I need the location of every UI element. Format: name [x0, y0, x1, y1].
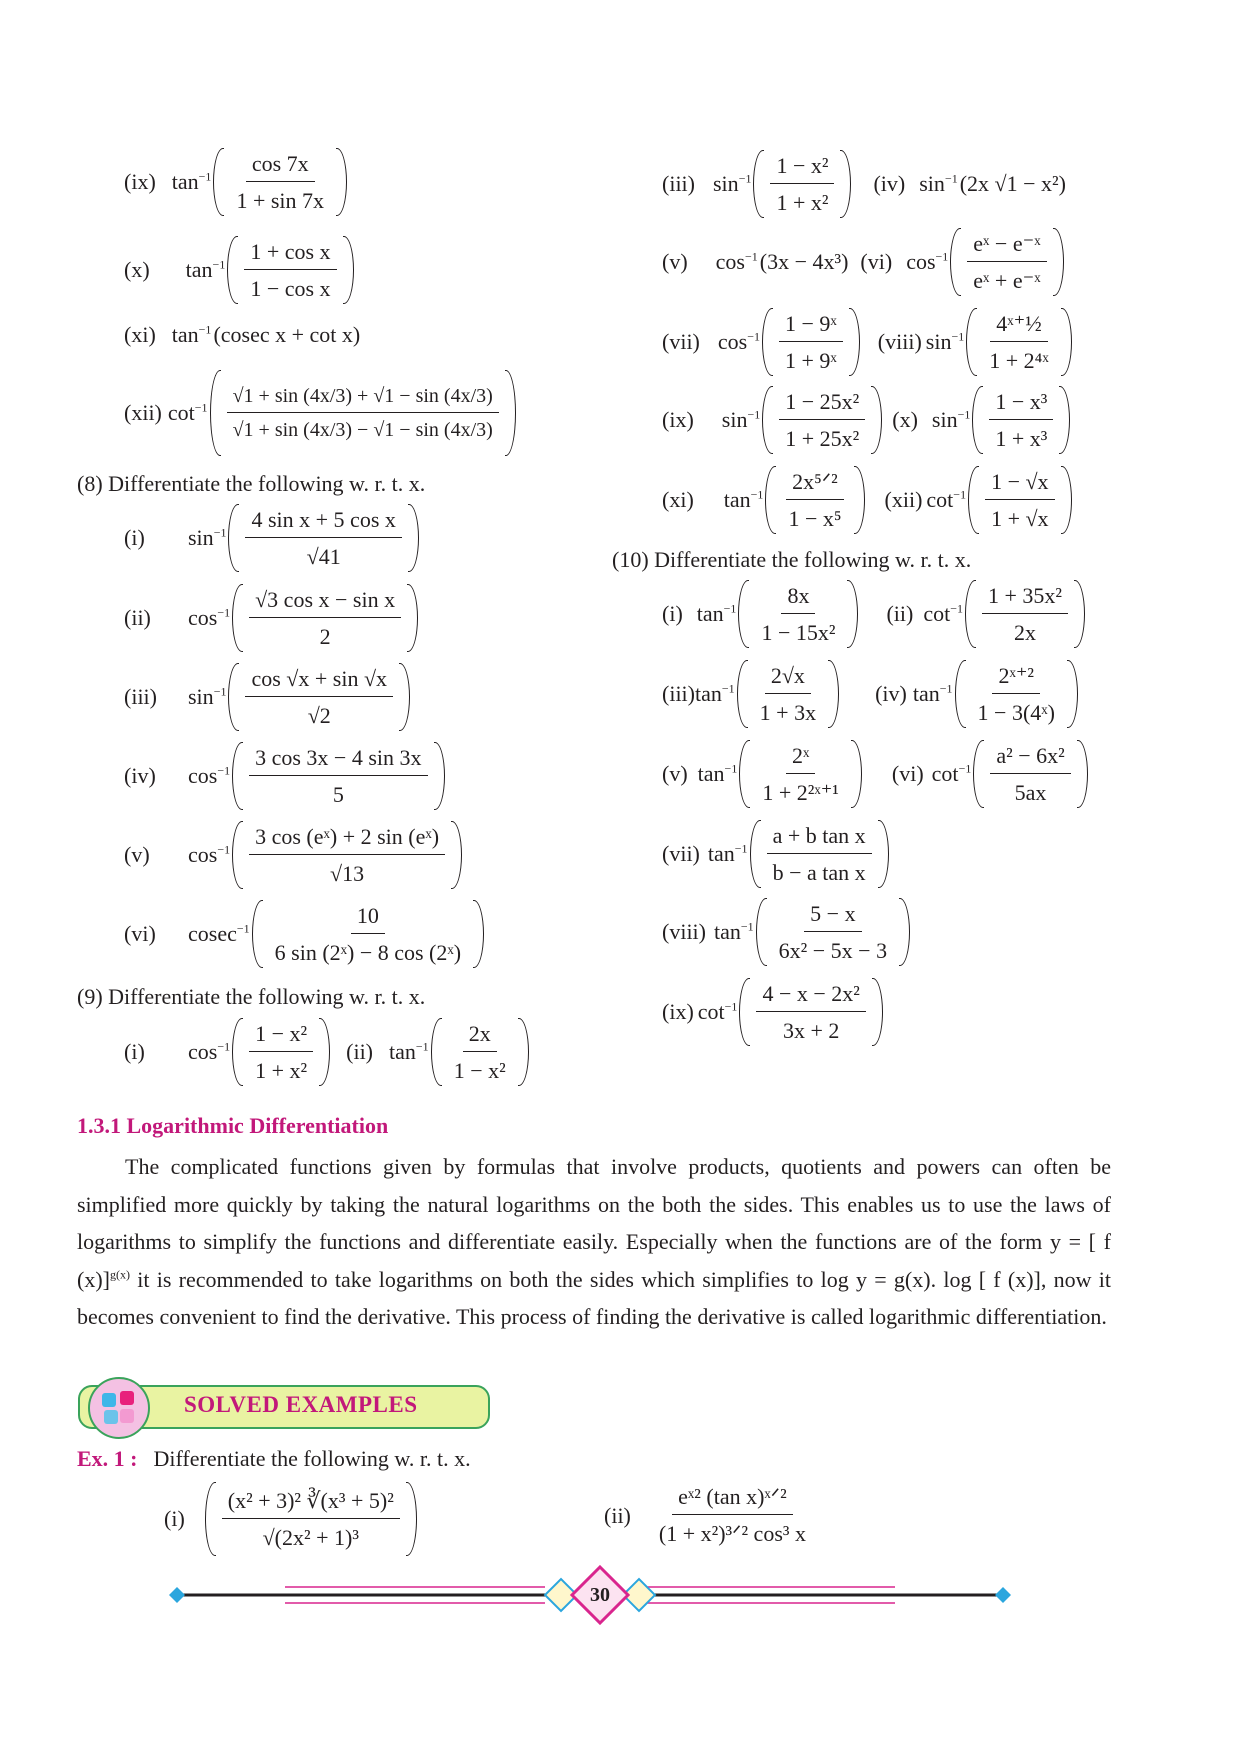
- function-name: $\cot^{-1}$: [923, 601, 964, 626]
- q8-item-v: (v) $\cos^{-1}$ $\frac{\text{3 cos (eˣ) + 2 sin (eˣ)}}{√13}$: [124, 821, 462, 889]
- q10-item-vii: (vii) $\tan^{-1}$ $\frac{\text{a + b tan x}}{\text{b − a tan x}}$: [662, 820, 889, 888]
- function-name: $\sin^{-1}$: [188, 525, 227, 550]
- function-name: $\tan^{-1}$: [695, 681, 735, 706]
- q8-item-iii: (iii) $\sin^{-1}$ $\frac{\cos √x + \sin √x}{√2}$: [124, 663, 410, 731]
- function-name: $\sin^{-1}$: [188, 684, 227, 709]
- page-number: 30: [590, 1584, 610, 1606]
- function-name: $\cos^{-1}$: [188, 605, 231, 630]
- left-q7-xii: [124, 370, 516, 456]
- q10-item-i-ii: (i) $\tan^{-1}$ $\frac{8x}{\text{1 − 15x²}}$ (ii) $\cot^{-1}$ $\frac{\text{1 + 35x²}}{2x}$: [662, 580, 1085, 648]
- item-label: (v): [124, 842, 150, 867]
- function-name: $\cot^{-1}$: [931, 761, 972, 786]
- expression: (3x − 4x³): [759, 249, 849, 274]
- item-label: (i): [124, 1039, 145, 1064]
- function-name: $\tan^{-1}$: [912, 681, 953, 706]
- function-name: $\cot^{-1}$: [697, 999, 738, 1024]
- left-q7-x: [124, 236, 354, 304]
- item-label: (iii): [662, 681, 695, 706]
- function-name: $\cos^{-1}$: [715, 249, 758, 274]
- function-name: $\cot^{-1}$: [926, 487, 967, 512]
- item-label: (xii): [124, 400, 162, 425]
- function-name: $\cos^{-1}$: [188, 1039, 231, 1064]
- function-name: $\sin^{-1}$: [721, 407, 761, 432]
- q9-item-v-vi: (v) $\cos^{-1}$ (3x − 4x³) (vi) $\cos^{-1}$ $\frac{\text{eˣ − e⁻ˣ}}{\text{eˣ + e⁻ˣ}}$: [662, 228, 1064, 296]
- question-8-title: (8) Differentiate the following w. r. t. x.: [77, 471, 426, 496]
- function-name: $\sin^{-1}$: [713, 171, 752, 196]
- function-name: cosec$^{-1}$: [188, 921, 250, 946]
- example-1-part-i: (i) $\frac{\text{(x² + 3)² ∛(x³ + 5)²}}{\text{√(2x² + 1)³}}$: [164, 1482, 417, 1556]
- function-name: $\tan^{-1}$: [171, 169, 212, 194]
- item-label: (viii): [877, 329, 922, 354]
- item-label: (ii): [604, 1502, 631, 1528]
- function-name: $\tan^{-1}$: [171, 322, 212, 347]
- q9-item-xi-xii: (xi) $\tan^{-1}$ $\frac{\text{2x⁵ᐟ²}}{\text{1 − x⁵}}$ (xii) $\cot^{-1}$ $\frac{1 - √x}{1 + √x}$: [662, 466, 1072, 534]
- item-label: (ii): [124, 605, 151, 630]
- q10-item-v-vi: (v) $\tan^{-1}$ $\frac{\text{2ˣ}}{\text{1 + 2²ˣ⁺¹}}$ (vi) $\cot^{-1}$ $\frac{\text{a² − 6x²}}{5ax}$: [662, 740, 1088, 808]
- item-label: (iii): [662, 171, 695, 196]
- example-text: Differentiate the following w. r. t. x.: [153, 1446, 471, 1471]
- function-name: $\sin^{-1}$: [925, 329, 965, 354]
- item-label: (ii): [346, 1039, 374, 1064]
- item-label: (xi): [124, 322, 156, 347]
- q10-item-ix: (ix) $\cot^{-1}$ $\frac{\text{4 − x − 2x²}}{3x + 2}$: [662, 978, 883, 1046]
- example-label: Ex. 1 :: [77, 1446, 138, 1471]
- item-label: (viii): [662, 919, 706, 944]
- item-label: (ix): [662, 999, 694, 1024]
- sqrt-fraction: $\frac{\text{1 + cos x}}{\text{1 − cos x}}$: [244, 239, 336, 302]
- example-1-part-ii: (ii) $\frac{\text{eˣ² (tan x)ˣᐟ²}}{\text{(1 + x²)³ᐟ² cos³ x}}$: [604, 1484, 806, 1546]
- question-10-title: (10) Differentiate the following w. r. t. x.: [612, 547, 972, 572]
- function-name: $\tan^{-1}$: [185, 257, 226, 282]
- item-label: (iii): [124, 684, 157, 709]
- q9-item-ix-x: (ix) $\sin^{-1}$ $\frac{\text{1 − 25x²}}{\text{1 + 25x²}}$ (x) $\sin^{-1}$ $\frac{\text{1 − x³}}{\text{1 + x³}}$: [662, 386, 1070, 454]
- q9-item-vii-viii: (vii) $\cos^{-1}$ $\frac{\text{1 − 9ˣ}}{\text{1 + 9ˣ}}$ (viii) $\sin^{-1}$ $\frac{\text{4ˣ⁺½}}{\text{1 + 2⁴ˣ}}$: [662, 308, 1072, 376]
- item-label: (v): [662, 761, 688, 786]
- q9-item-iii-iv: (iii) $\sin^{-1}$ $\frac{\text{1 − x²}}{\text{1 + x²}}$ (iv) $\sin^{-1}$ (2x √1 − x²): [662, 150, 1066, 218]
- function-name: $\tan^{-1}$: [714, 919, 754, 944]
- q10-item-viii: (viii) $\tan^{-1}$ $\frac{5 - x}{\text{6x² − 5x − 3}}$: [662, 898, 910, 966]
- item-label: (v): [662, 249, 688, 274]
- item-label: (x): [124, 257, 150, 282]
- page-footer: [165, 1560, 1015, 1630]
- item-label: (i): [124, 525, 145, 550]
- item-label: (ii): [886, 601, 914, 626]
- q8-item-vi: (vi) cosec$^{-1}$ $\frac{10}{\text{6 sin (2ˣ) − 8 cos (2ˣ)}}$: [124, 900, 484, 968]
- item-label: (ix): [124, 169, 156, 194]
- item-label: (xi): [662, 487, 694, 512]
- item-label: (x): [892, 407, 918, 432]
- section-title: 1.3.1 Logarithmic Differentiation: [77, 1113, 389, 1138]
- function-name: $\tan^{-1}$: [707, 841, 748, 866]
- solved-examples-banner: [78, 1385, 490, 1429]
- item-label: (iv): [873, 171, 906, 196]
- item-label: (vii): [662, 841, 700, 866]
- banner-title: SOLVED EXAMPLES: [184, 1392, 418, 1417]
- expression: (cosec x + cot x): [213, 322, 361, 347]
- fraction: $\frac{√1 + \sin (4x/3) + √1 - \sin (4x/3)}{√1 + \sin (4x/3) - √1 - \sin (4x/3)}$: [227, 385, 499, 442]
- section-paragraph: The complicated functions given by formulas that involve products, quotients and powers can often be simplified more quickly by taking the natural logarithms on the both the sides. This enables us to use the laws of logarithms to simplify the functions and differentiate easily. Especially when the functions are of the form y = [ f (x)]$^{g(x)}$ it is recommended to take logarithms on both the sides which simplifies to log y = g(x). log [ f (x)], now it becomes convenient to find the derivative. This process of finding the derivative is called logarithmic differentiation.: [77, 1154, 1111, 1329]
- function-name: $\cos^{-1}$: [906, 249, 949, 274]
- function-name: $\cos^{-1}$: [717, 329, 760, 354]
- fraction: $\frac{\cos 7x}{1 + \sin 7x}$: [236, 150, 325, 213]
- example-1-heading: [77, 1446, 471, 1472]
- item-label: (ix): [662, 407, 694, 432]
- q8-item-iv: (iv) $\cos^{-1}$ $\frac{3 \cos 3x - 4 \sin 3x}{5}$: [124, 742, 445, 810]
- item-label: (vi): [860, 249, 893, 274]
- left-q7-xi: [124, 322, 360, 348]
- item-label: (i): [164, 1506, 185, 1531]
- function-name: $\tan^{-1}$: [723, 487, 764, 512]
- function-name: $\sin^{-1}$: [919, 171, 958, 196]
- function-name: $\sin^{-1}$: [931, 407, 971, 432]
- expression: (2x √1 − x²): [959, 171, 1066, 196]
- function-name: $\cos^{-1}$: [188, 763, 231, 788]
- item-label: (xii): [884, 487, 923, 512]
- q10-item-iii-iv: (iii) $\tan^{-1}$ $\frac{2√x}{1 + 3x}$ (iv) $\tan^{-1}$ $\frac{\text{2ˣ⁺²}}{\text{1 − 3(4ˣ)}}$: [662, 660, 1078, 728]
- function-name: $\tan^{-1}$: [697, 761, 738, 786]
- item-label: (i): [662, 601, 683, 626]
- function-name: $\cos^{-1}$: [188, 842, 231, 867]
- item-label: (vi): [124, 921, 156, 946]
- q8-item-ii: (ii) $\cos^{-1}$ $\frac{\text{√3 cos x − sin x}}{2}$: [124, 584, 418, 652]
- item-label: (iv): [875, 681, 907, 706]
- item-label: (iv): [124, 763, 156, 788]
- function-name: $\cot^{-1}$: [167, 400, 208, 425]
- function-name: $\tan^{-1}$: [389, 1039, 429, 1064]
- question-9-title: (9) Differentiate the following w. r. t. x.: [77, 984, 426, 1009]
- item-label: (vii): [662, 329, 700, 354]
- left-q7-ix: [124, 148, 347, 216]
- q9-item-i: (i) $\cos^{-1}$ $\frac{\text{1 − x²}}{\text{1 + x²}}$ (ii) $\tan^{-1}$ $\frac{2x}{\text{1 − x²}}$: [124, 1018, 529, 1086]
- item-label: (vi): [891, 761, 924, 786]
- function-name: $\tan^{-1}$: [696, 601, 737, 626]
- puzzle-icon: [88, 1377, 150, 1439]
- q8-item-i: (i) $\sin^{-1}$ $\frac{\text{4 sin x + 5 cos x}}{√41}$: [124, 504, 419, 572]
